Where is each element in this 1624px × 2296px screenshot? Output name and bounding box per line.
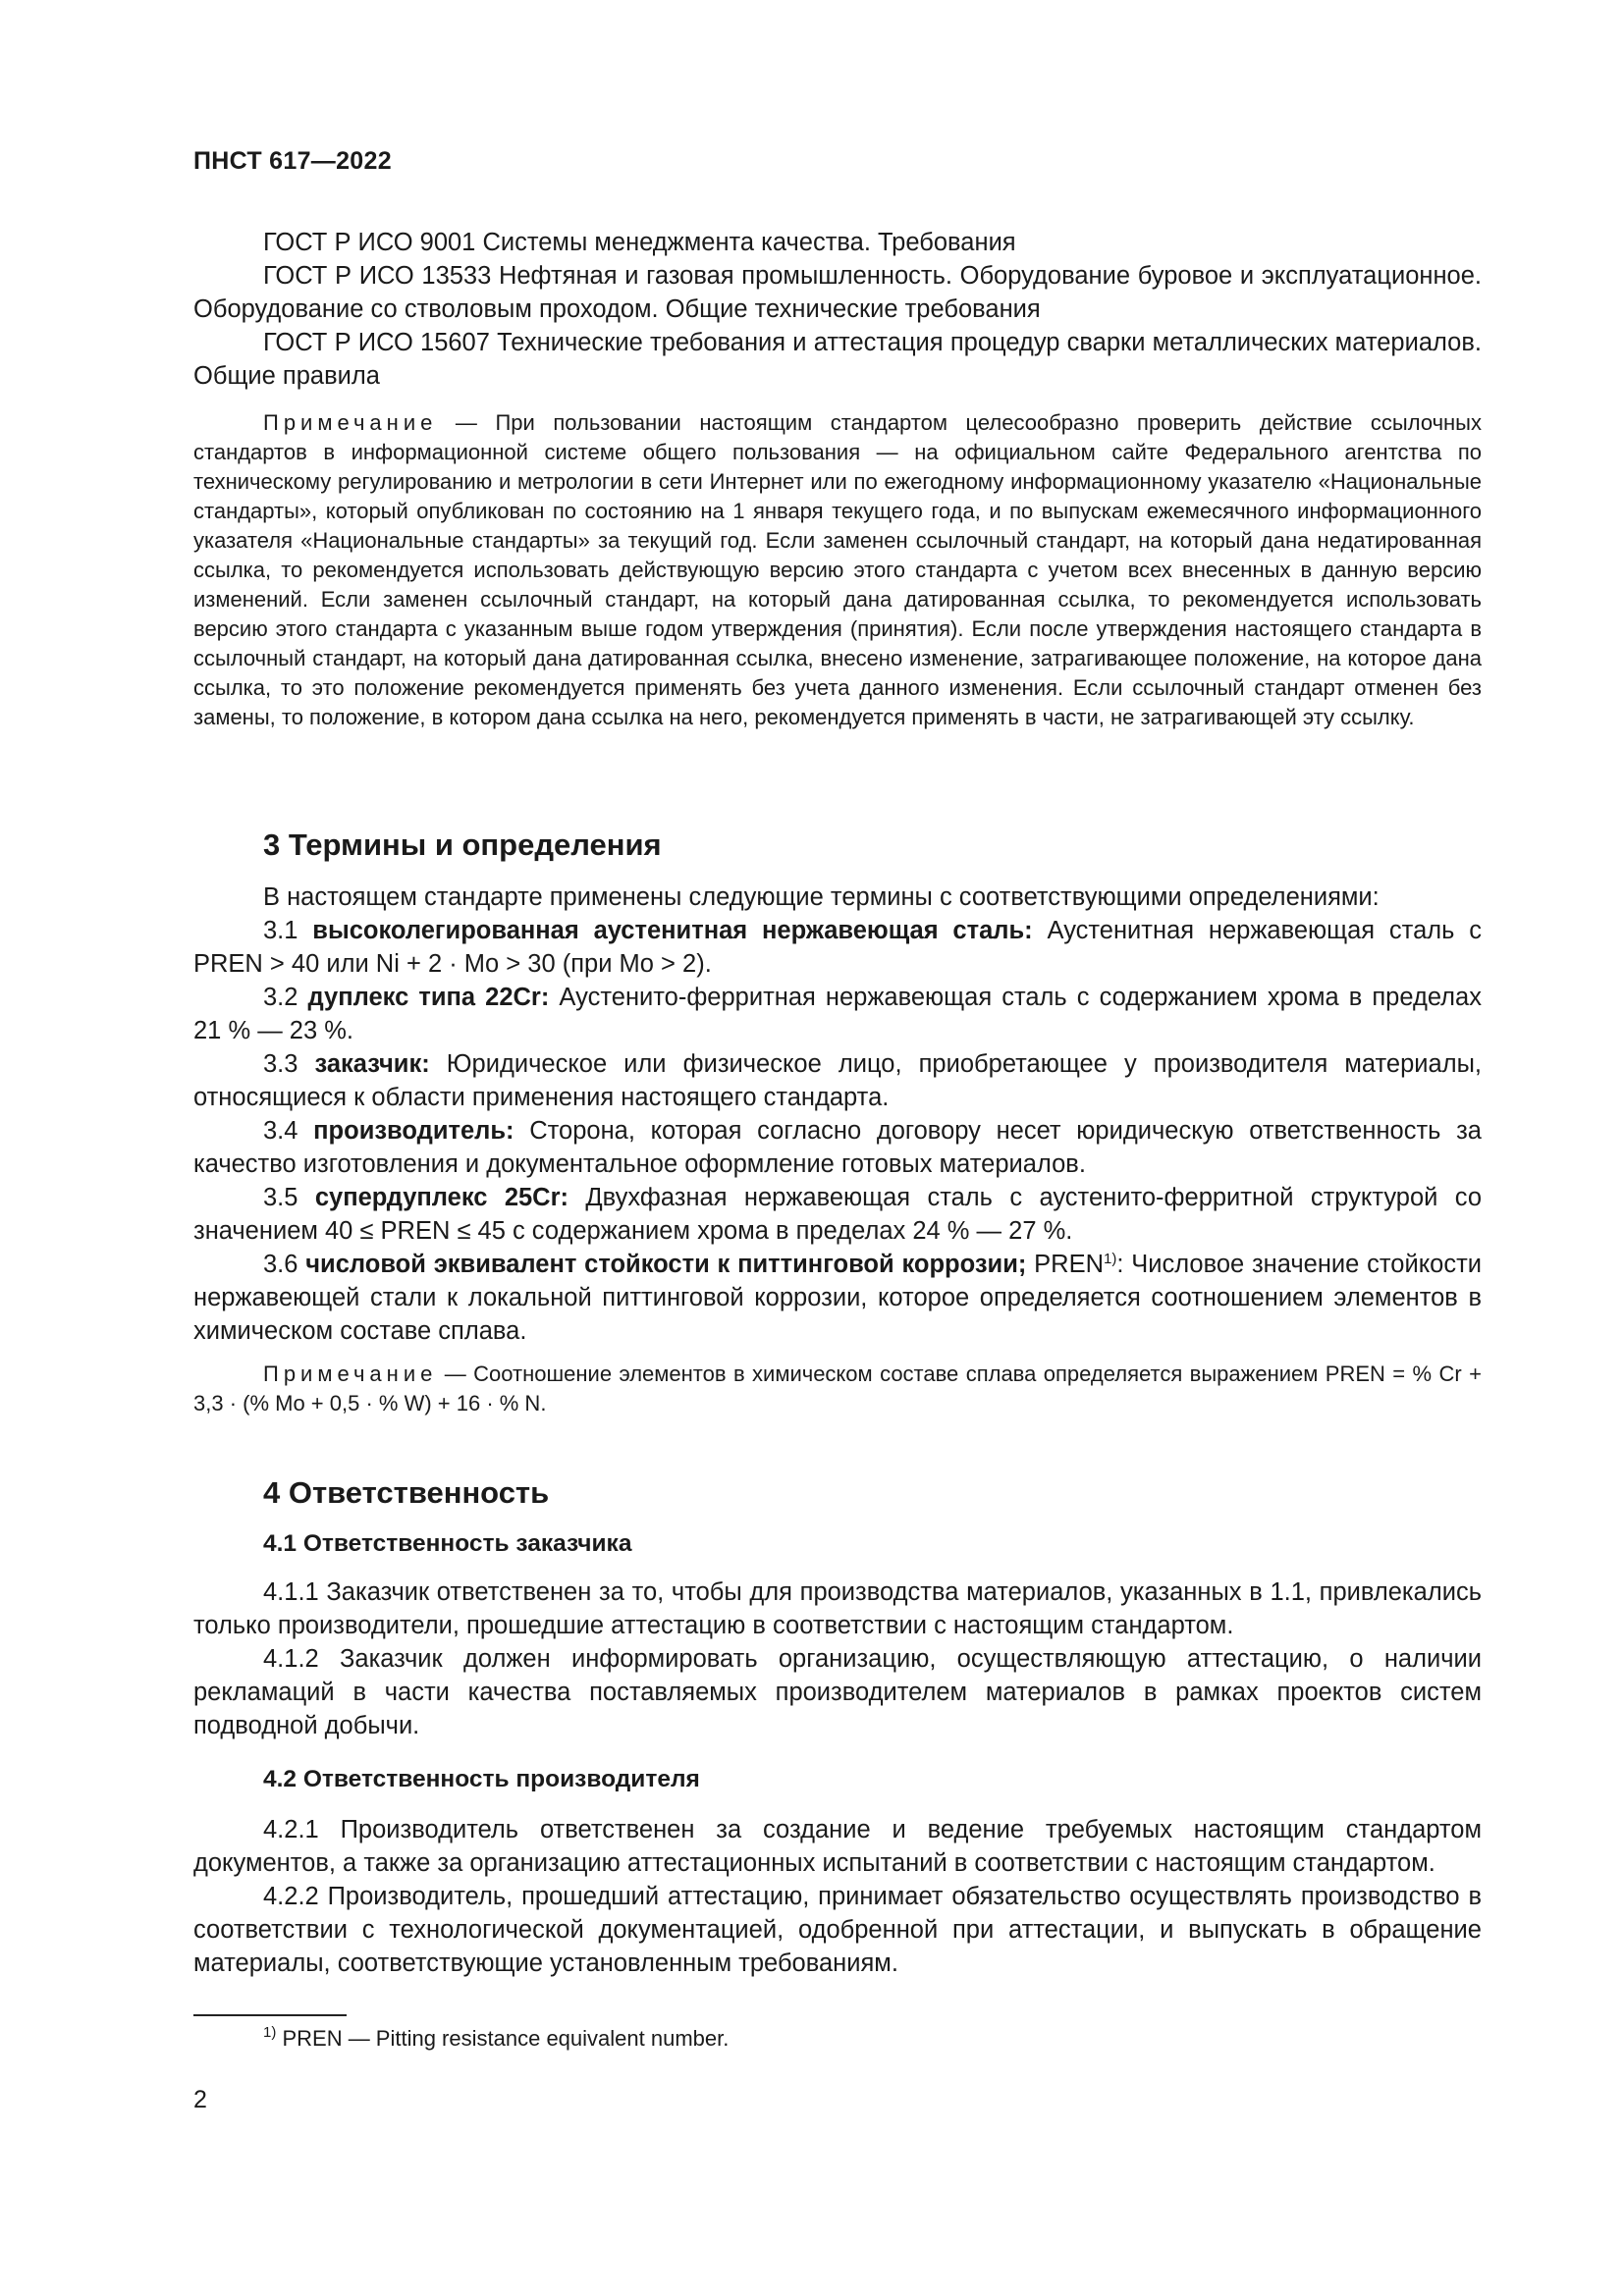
reference-item: ГОСТ Р ИСО 13533 Нефтяная и газовая промышленность. Оборудование буровое и эксплуатационное. Оборудование со стволовым проходом. Общие технические требования <box>193 262 1482 323</box>
subsection-4-1-title: 4.1 Ответственность заказчика <box>263 1530 632 1557</box>
section-3 <box>193 828 1482 1418</box>
term-3-2: 3.2 дуплекс типа 22Cr: Аустенито-ферритная нержавеющая сталь с содержанием хрома в пределах 21 % — 23 %. <box>193 984 1482 1044</box>
reference-item: ГОСТ Р ИСО 15607 Технические требования и аттестация процедур сварки металлических материалов. Общие правила <box>193 329 1482 390</box>
page-number: 2 <box>193 2086 207 2113</box>
document-id: ПНСТ 617—2022 <box>193 147 392 175</box>
term-3-1: 3.1 высоколегированная аустенитная нержавеющая сталь: Аустенитная нержавеющая сталь с PREN > 40 или Ni + 2 · Mo > 30 (при Mo > 2). <box>193 917 1482 978</box>
term-3-3: 3.3 заказчик: Юридическое или физическое лицо, приобретающее у производителя материалы, относящиеся к области применения настоящего стандарта. <box>193 1050 1482 1111</box>
note-label: Примечание <box>263 410 438 435</box>
section-3-intro: В настоящем стандарте применены следующие термины с соответствующими определениями: <box>263 883 1380 911</box>
section-4 <box>193 1475 1482 1980</box>
section-3-note: Примечание — Соотношение элементов в химическом составе сплава определяется выражением PREN = % Cr + 3,3 · (% Mo + 0,5 · % W) + 16 · % N. <box>193 1362 1482 1415</box>
references-note <box>193 408 1482 732</box>
clause-4-1-2: 4.1.2 Заказчик должен информировать организацию, осуществляющую аттестацию, о наличии рекламаций в части качества поставляемых производителем материалов в рамках проектов систем подводной добычи. <box>193 1645 1482 1739</box>
clause-4-1-1: 4.1.1 Заказчик ответственен за то, чтобы для производства материалов, указанных в 1.1, привлекались только производители, прошедшие аттестацию в соответствии с настоящим стандартом. <box>193 1578 1482 1639</box>
term-3-6: 3.6 числовой эквивалент стойкости к питтинговой коррозии; PREN$^{1)}$: Числовое значение стойкости нержавеющей стали к локальной питтинговой коррозии, которое определяется соотношением элементов в химическом составе сплава. <box>193 1251 1482 1345</box>
normative-references <box>193 226 1482 393</box>
section-4-title: 4 Ответственность <box>263 1475 550 1510</box>
footnote: $^{1)}$ PREN — Pitting resistance equivalent number. <box>263 2024 730 2051</box>
footnote-divider <box>193 2014 347 2016</box>
term-3-4: 3.4 производитель: Сторона, которая согласно договору несет юридическую ответственность за качество изготовления и документальное оформление готовых материалов. <box>193 1117 1482 1178</box>
clause-4-2-2: 4.2.2 Производитель, прошедший аттестацию, принимает обязательство осуществлять производство в соответствии с технологической документацией, одобренной при аттестации, и выпускать в обращение материалы, соответствующие установленным требованиям. <box>193 1883 1482 1977</box>
note-text: — При пользовании настоящим стандартом целесообразно проверить действие ссылочных стандартов в информационной системе общего пользования — на официальном сайте Федерального агентства по техническому регулированию и метрологии в сети Интернет или по ежегодному информационному указателю «Национальные стандарты», который опубликован по состоянию на 1 января текущего года, и по выпускам ежемесячного информационного указателя «Национальные стандарты» за текущий год. Если заменен ссылочный стандарт, на который дана недатированная ссылка, то рекомендуется использовать действующую версию этого стандарта с учетом всех внесенных в данную версию изменений. Если заменен ссылочный стандарт, на который дана датированная ссылка, то рекомендуется использовать версию этого стандарта с указанным выше годом утверждения (принятия). Если после утверждения настоящего стандарта в ссылочный стандарт, на который дана датированная ссылка, внесено изменение, затрагивающее положение, на которое дана ссылка, то это положение рекомендуется применять без учета данного изменения. Если ссылочный стандарт отменен без замены, то положение, в котором дана ссылка на него, рекомендуется применять в части, не затрагивающей эту ссылку. <box>193 410 1482 729</box>
footnote-ref: 1) <box>1104 1251 1117 1267</box>
clause-4-2-1: 4.2.1 Производитель ответственен за создание и ведение требуемых настоящим стандартом документов, а также за организацию аттестационных испытаний в соответствии с настоящим стандартом. <box>193 1816 1482 1877</box>
section-3-title: 3 Термины и определения <box>263 828 662 862</box>
term-3-5: 3.5 супердуплекс 25Cr: Двухфазная нержавеющая сталь с аустенито-ферритной структурой со значением 40 ≤ PREN ≤ 45 с содержанием хрома в пределах 24 % — 27 %. <box>193 1184 1482 1245</box>
subsection-4-2-title: 4.2 Ответственность производителя <box>263 1766 700 1792</box>
reference-item: ГОСТ Р ИСО 9001 Системы менеджмента качества. Требования <box>263 229 1016 256</box>
